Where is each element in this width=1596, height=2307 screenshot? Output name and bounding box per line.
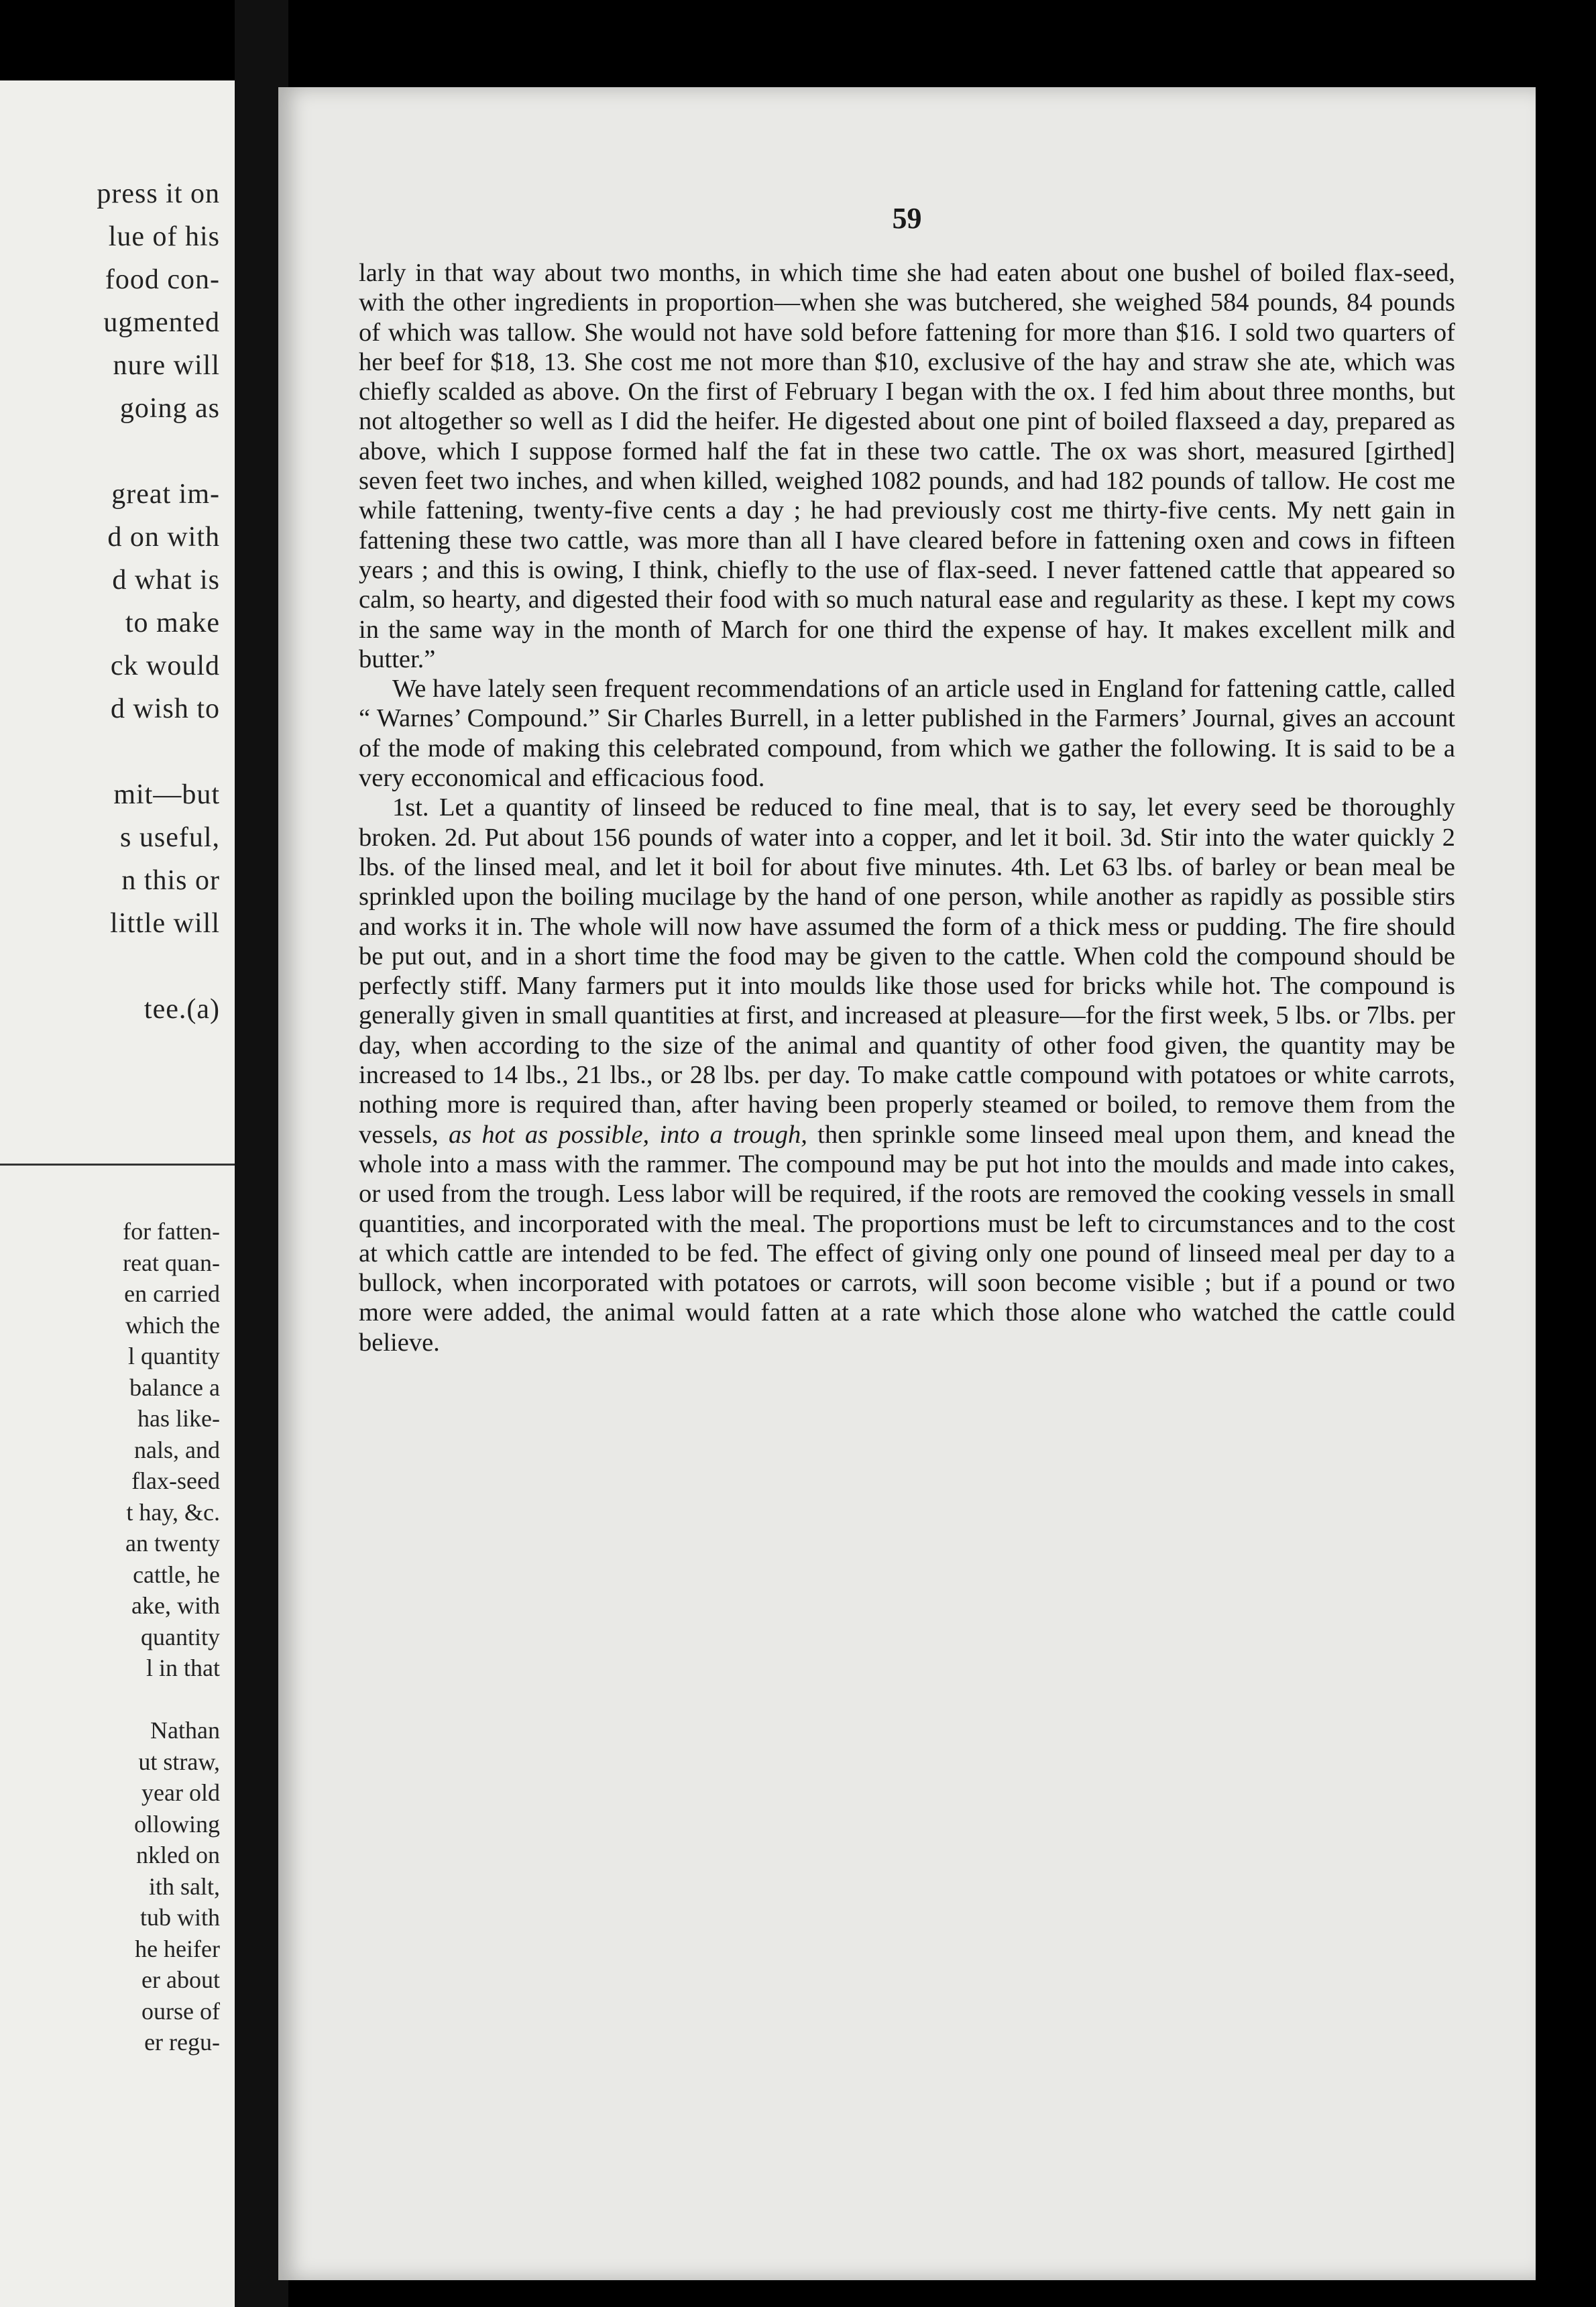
facing-page-line: l quantity bbox=[128, 1343, 220, 1369]
facing-page-line: he heifer bbox=[135, 1935, 220, 1962]
paragraph-3-continued: then sprinkle some linseed meal upon them, and knead the whole into a mass with the rammer. The compound may be put hot into the moulds and made into cakes, or used from the trough. Less labor will be required, if the roots are removed the cooking vessels in small quantities, and incorporated with the meal. The proportions must be left to circumstances and to the cost at which cattle are intended to be fed. The effect of giving only one pound of linseed meal per day to a bullock, when incorporated with potatoes or carrots, will soon become visible ; but if a pound or two more were added, the animal would fatten at a rate which those alone who watched the cattle could believe. bbox=[359, 1120, 1455, 1357]
facing-page-line: cattle, he bbox=[133, 1561, 220, 1588]
facing-page-line: er regu- bbox=[144, 2029, 220, 2056]
facing-page-line: ourse of bbox=[141, 1997, 220, 2025]
facing-page-line: en carried bbox=[124, 1280, 220, 1307]
facing-page-line: flax-seed bbox=[131, 1467, 220, 1494]
facing-page-line: t hay, &c. bbox=[126, 1498, 220, 1526]
page-body bbox=[359, 258, 1455, 1357]
facing-page-line: going as bbox=[119, 393, 220, 424]
facing-page-line: l in that bbox=[146, 1654, 220, 1681]
facing-page-line: great im- bbox=[111, 479, 220, 510]
facing-page-line: er about bbox=[141, 1966, 220, 1993]
facing-page-line: ugmented bbox=[103, 307, 220, 338]
facing-page-line: an twenty bbox=[125, 1530, 220, 1557]
facing-page-line: ut straw, bbox=[138, 1748, 220, 1775]
facing-page-line: food con- bbox=[105, 264, 220, 295]
facing-page-line: ith salt, bbox=[149, 1872, 220, 1900]
facing-page-line: nals, and bbox=[134, 1436, 220, 1463]
facing-page-line: ake, with bbox=[131, 1592, 220, 1619]
facing-page-line: s useful, bbox=[120, 822, 220, 853]
facing-page-line: to make bbox=[125, 608, 220, 638]
facing-page-line: has like- bbox=[137, 1405, 220, 1432]
paragraph-2: We have lately seen frequent recommendations of an article used in England for fattening cattle, called “ Warnes’ Compound.” Sir Charles Burrell, in a letter published in the Farmers’ Journal, gives an account of the mode of making this celebrated compound, from which we gather the following. It is said to be a very ecconomical and efficacious food. bbox=[359, 675, 1455, 793]
italic-phrase: as hot as possible, into a trough, bbox=[448, 1120, 807, 1149]
page-number: 59 bbox=[892, 202, 922, 235]
facing-page-fragment bbox=[0, 80, 235, 2307]
facing-page-line: press it on bbox=[97, 178, 220, 209]
paragraph-3-text: 1st. Let a quantity of linseed be reduced to fine meal, that is to say, let every seed be thoroughly broken. 2d. Put about 156 pounds of water into a copper, and let it boil. 3d. Stir into the water quickly 2 lbs. of the linsed meal, and let it boil for about five minutes. 4th. Let 63 lbs. of barley or bean meal be sprinkled upon the boiling mucilage by the hand of one person, while another as rapidly as possible stirs and works it in. The whole will now have assumed the form of a thick mess or pudding. The fire should be put out, and in a short time the food may be given to the cattle. When cold the compound should be perfectly stiff. Many farmers put it into moulds like those used for bricks while hot. The compound is generally given in small quantities at first, and increased at pleasure—for the first week, 5 lbs. or 7lbs. per day, when according to the size of the animal and quantity of other food given, the quantity may be increased to 14 lbs., 21 lbs., or 28 lbs. per day. To make cattle compound with potatoes or white carrots, nothing more is required than, after having been properly steamed or boiled, to remove them from the vessels, bbox=[359, 793, 1455, 1149]
facing-page-line: tee.(a) bbox=[144, 994, 220, 1025]
facing-page-line: lue of his bbox=[108, 221, 220, 252]
facing-page-line: Nathan bbox=[150, 1717, 220, 1744]
facing-page-rule bbox=[0, 1164, 235, 1166]
paragraph-3 bbox=[359, 793, 1455, 1357]
facing-page-line: d what is bbox=[112, 565, 220, 596]
paragraph-1: larly in that way about two months, in which time she had eaten about one bushel of boiled flax-seed, with the other ingredients in proportion—when she was butchered, she weighed 584 pounds, 84 pounds of which was tallow. She would not have sold before fattening for more than $16. I sold two quarters of her beef for $18, 13. She cost me not more than $10, exclusive of the hay and straw she ate, which was chiefly scalded as above. On the first of February I began with the ox. I fed him about three months, but not altogether so well as I did the heifer. He digested about one pint of boiled flaxseed a day, prepared as above, which I suppose formed half the fat in these two cattle. The ox was short, measured [girthed] seven feet two inches, and when killed, weighed 1082 pounds, and had 182 pounds of tallow. He cost me while fattening, twenty-five cents a day ; he had previously cost me thirty-five cents. My nett gain in fattening these two cattle, was more than all I have cleared before in fattening oxen and cows in fifteen years ; and this is owing, I think, chiefly to the use of flax-seed. I never fattened cattle that appeared so calm, so hearty, and digested their food with so much natural ease and regularity as these. I kept my cows in the same way in the month of March for one third the expense of hay. It makes excellent milk and butter.” bbox=[359, 259, 1455, 673]
facing-page-line: n this or bbox=[121, 865, 220, 896]
facing-page-line: d wish to bbox=[110, 693, 220, 724]
facing-page-line: ollowing bbox=[133, 1810, 220, 1838]
facing-page-line: year old bbox=[141, 1779, 220, 1806]
main-page bbox=[278, 87, 1536, 2280]
facing-page-line: balance a bbox=[129, 1373, 220, 1401]
facing-page-line: nure will bbox=[113, 350, 220, 381]
facing-page-line: tub with bbox=[139, 1904, 220, 1931]
facing-page-line: which the bbox=[125, 1311, 220, 1339]
facing-page-line: mit—but bbox=[113, 779, 220, 810]
scan-border bbox=[1536, 0, 1596, 2307]
facing-page-line: for fatten- bbox=[123, 1218, 220, 1245]
facing-page-line: reat quan- bbox=[123, 1249, 220, 1276]
facing-page-line: ck would bbox=[110, 651, 220, 681]
facing-page-line: nkled on bbox=[136, 1842, 220, 1868]
facing-page-line: quantity bbox=[141, 1623, 220, 1650]
facing-page-line: little will bbox=[110, 908, 220, 939]
facing-page-line: d on with bbox=[107, 522, 220, 553]
